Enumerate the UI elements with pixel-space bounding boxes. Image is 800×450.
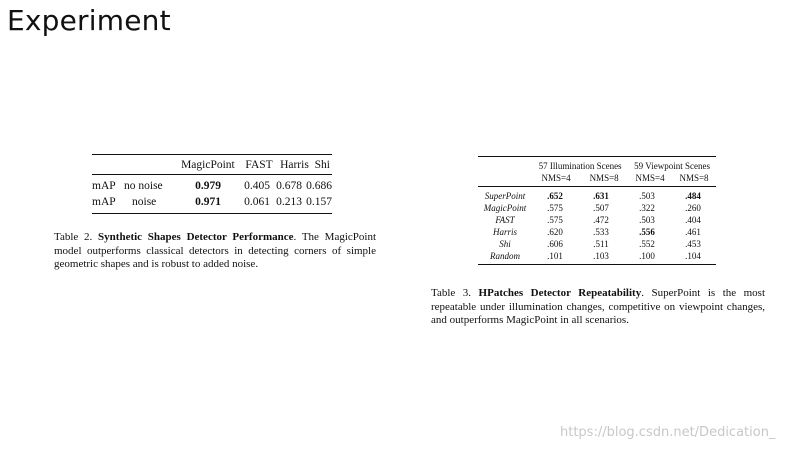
table-cell: .575	[547, 203, 563, 213]
table-header-cell: MagicPoint	[181, 158, 235, 171]
caption-label: Table 2.	[54, 231, 93, 243]
table-header-cell: NMS=8	[679, 173, 709, 183]
table-cell: .556	[639, 227, 655, 237]
table-cell: .503	[639, 191, 655, 201]
table-cell: noise	[132, 196, 157, 208]
table-cell: .606	[547, 239, 563, 249]
table-row	[478, 238, 716, 250]
table-cell: .552	[639, 239, 655, 249]
table-bottom-rule	[478, 264, 716, 265]
caption-label: Table 3.	[431, 287, 472, 299]
caption-title: HPatches Detector Repeatability	[478, 287, 642, 299]
table-cell: FAST	[495, 215, 515, 225]
table-3-caption	[431, 287, 765, 328]
table-header-cell: Shi	[314, 158, 330, 171]
table-cell: .620	[547, 227, 563, 237]
table-cell: .511	[593, 239, 609, 249]
group-header-viewpoint: 59 Viewpoint Scenes	[634, 161, 710, 171]
table-header-cell: Harris	[280, 158, 309, 171]
table-3	[478, 156, 716, 265]
table-cell: .575	[547, 215, 563, 225]
table-2-caption	[54, 231, 376, 272]
caption-text: . The MagicPoint model outperforms classical detectors in detecting corners of simple geometric shapes and is robust to added noise.	[54, 231, 377, 270]
table-top-rule	[478, 156, 716, 157]
table-cell: Harris	[492, 227, 517, 237]
table-cell: .104	[685, 251, 701, 261]
table-mid-rule	[478, 186, 716, 187]
table-bottom-rule	[92, 213, 332, 214]
table-row	[478, 226, 716, 238]
table-header-cell	[92, 155, 124, 174]
caption-text: . SuperPoint is the most repeatable under illumination changes, competitive on viewpoint changes, and outperforms MagicPoint in all scenarios.	[431, 287, 766, 326]
table-cell: .322	[639, 203, 655, 213]
table-cell: mAP	[92, 180, 116, 192]
table-row	[478, 250, 716, 262]
table-cell: 0.686	[306, 180, 332, 192]
table-cell: Shi	[499, 239, 511, 249]
table-mid-rule	[92, 174, 332, 175]
table-row	[478, 190, 716, 202]
table-cell: .404	[685, 215, 701, 225]
table-header-cell: NMS=4	[541, 173, 571, 183]
table-row	[478, 202, 716, 214]
table-cell: .461	[685, 227, 701, 237]
table-cell: .453	[685, 239, 701, 249]
slide-title: Experiment	[7, 4, 171, 37]
table-cell: .631	[593, 191, 609, 201]
table-cell: Random	[490, 251, 520, 261]
table-cell: 0.678	[276, 180, 302, 192]
group-header-illumination: 57 Illumination Scenes	[538, 161, 622, 171]
table-cell: .652	[547, 191, 563, 201]
table-cell: .472	[593, 215, 609, 225]
table-cell: .101	[547, 251, 563, 261]
table-cell: 0.405	[244, 180, 270, 192]
table-cell: .100	[639, 251, 655, 261]
table-cell: 0.979	[195, 180, 221, 192]
table-row	[478, 214, 716, 226]
table-cell: .533	[593, 227, 609, 237]
table-cell: .484	[685, 191, 701, 201]
watermark-text: https://blog.csdn.net/Dedication_	[560, 425, 776, 440]
table-cell: 0.061	[244, 196, 270, 208]
table-header-cell	[124, 155, 174, 174]
table-cell: .260	[685, 203, 701, 213]
table-cell: mAP	[92, 196, 116, 208]
table-cell: SuperPoint	[484, 191, 526, 201]
table-row	[92, 178, 332, 194]
table-cell: .103	[593, 251, 609, 261]
table-cell: .503	[639, 215, 655, 225]
table-2	[92, 154, 332, 214]
table-header-cell: NMS=8	[589, 173, 619, 183]
table-header-cell: NMS=4	[635, 173, 665, 183]
table-cell: 0.971	[195, 196, 221, 208]
table-header-cell: FAST	[245, 158, 273, 171]
caption-title: Synthetic Shapes Detector Performance	[98, 231, 294, 243]
table-cell: MagicPoint	[483, 203, 527, 213]
table-row	[92, 194, 332, 210]
table-cell: 0.213	[276, 196, 302, 208]
table-cell: no noise	[124, 180, 163, 192]
table-cell: .507	[593, 203, 609, 213]
table-cell: 0.157	[306, 196, 332, 208]
